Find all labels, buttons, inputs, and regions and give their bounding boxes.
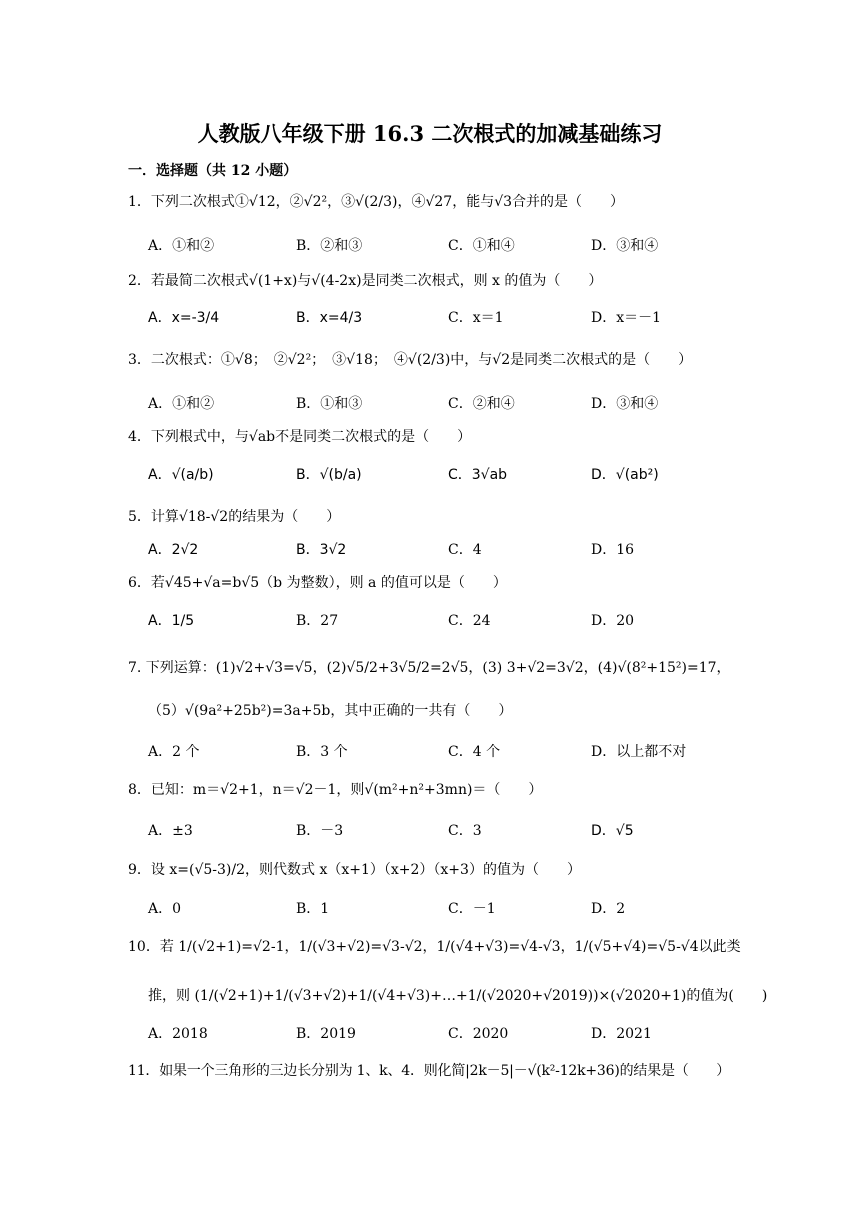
question-7-continued: （5）√(9a²+25b²)=3a+5b，其中正确的一共有（ ） [148,703,513,719]
option-d[interactable]: D．以上都不对 [591,744,687,760]
option-d[interactable]: D．√(ab²) [591,467,659,483]
option-a[interactable]: A．2√2 [148,542,199,558]
option-d[interactable]: D．x＝－1 [591,310,662,326]
question-6: 6．若√45+√a=b√5（b 为整数），则 a 的值可以是（ ） [128,575,507,591]
option-b[interactable]: B．2019 [296,1026,356,1042]
option-d[interactable]: D．16 [591,542,635,558]
question-8: 8．已知：m＝√2+1，n＝√2－1，则√(m²+n²+3mn)＝（ ） [128,782,543,798]
option-b[interactable]: B．－3 [296,823,344,839]
option-b[interactable]: B．√(b/a) [296,467,362,483]
option-c[interactable]: C．3 [448,823,482,839]
question-9: 9．设 x=(√5-3)/2，则代数式 x（x+1）（x+2）（x+3）的值为（ ） [128,862,581,878]
question-5: 5．计算√18-√2的结果为（ ） [128,509,341,525]
option-b[interactable]: B．3 个 [296,744,348,760]
question-10-continued: 推，则 (1/(√2+1)+1/(√3+√2)+1/(√4+√3)+…+1/(√2020+√2019))×(√2020+1)的值为( ) [148,988,768,1004]
option-c[interactable]: C．②和④ [448,396,515,412]
option-a[interactable]: A．1/5 [148,613,195,629]
option-c[interactable]: C．－1 [448,901,496,917]
option-a[interactable]: A．±3 [148,823,193,839]
option-d[interactable]: D．20 [591,613,635,629]
option-d[interactable]: D．2021 [591,1026,652,1042]
option-a[interactable]: A．0 [148,901,182,917]
option-a[interactable]: A．①和② [148,396,215,412]
document-title: 人教版八年级下册 16.3 二次根式的加减基础练习 [197,121,663,146]
question-10: 10．若 1/(√2+1)=√2-1，1/(√3+√2)=√3-√2，1/(√4+√3)=√4-√3，1/(√5+√4)=√5-√4以此类 [128,939,741,955]
option-c[interactable]: C．2020 [448,1026,509,1042]
option-b[interactable]: B．27 [296,613,339,629]
option-c[interactable]: C．①和④ [448,238,515,254]
option-b[interactable]: B．②和③ [296,238,363,254]
question-3: 3．二次根式：①√8； ②√2²； ③√18； ④√(2/3)中，与√2是同类二次根式的是（ ） [128,352,693,368]
question-2: 2．若最简二次根式√(1+x)与√(4-2x)是同类二次根式，则 x 的值为（ ） [128,273,603,289]
option-a[interactable]: A．①和② [148,238,215,254]
question-4: 4．下列根式中，与√ab不是同类二次根式的是（ ） [128,429,472,445]
option-d[interactable]: D．③和④ [591,238,659,254]
option-a[interactable]: A．2018 [148,1026,208,1042]
option-b[interactable]: B．x=4/3 [296,310,363,326]
option-b[interactable]: B．①和③ [296,396,363,412]
option-a[interactable]: A．x=-3/4 [148,310,220,326]
option-c[interactable]: C．4 个 [448,744,501,760]
option-a[interactable]: A．√(a/b) [148,467,214,483]
option-a[interactable]: A．2 个 [148,744,200,760]
question-7: 7. 下列运算：(1)√2+√3=√5，(2)√5/2+3√5/2=2√5，(3) 3+√2=3√2，(4)√(8²+15²)=17， [128,660,731,676]
option-c[interactable]: C．24 [448,613,491,629]
option-d[interactable]: D．√5 [591,823,634,839]
question-1: 1．下列二次根式①√12，②√2²，③√(2/3)，④√27，能与√3合并的是（ ） [128,194,625,210]
option-c[interactable]: C．3√ab [448,467,508,483]
option-c[interactable]: C．4 [448,542,482,558]
option-c[interactable]: C．x＝1 [448,310,504,326]
option-d[interactable]: D．③和④ [591,396,659,412]
option-b[interactable]: B．3√2 [296,542,347,558]
question-11: 11．如果一个三角形的三边长分别为 1、k、4．则化简|2k－5|－√(k²-12k+36)的结果是（ ） [128,1063,731,1079]
option-d[interactable]: D．2 [591,901,626,917]
option-b[interactable]: B．1 [296,901,330,917]
section-heading: 一．选择题（共 12 小题） [128,163,298,179]
